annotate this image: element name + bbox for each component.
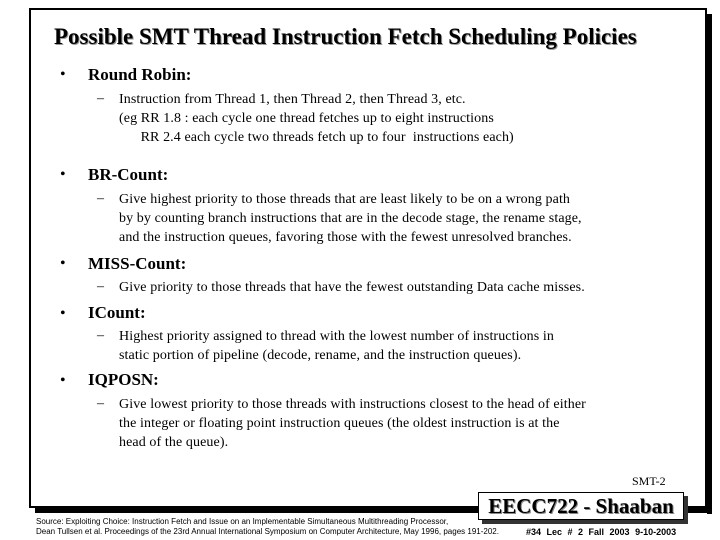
dash-icon: –	[97, 279, 104, 294]
frame-shadow-right	[707, 14, 712, 514]
slide-id: SMT-2	[632, 474, 666, 488]
dash-icon: –	[97, 191, 104, 206]
section-heading-round-robin: Round Robin:	[88, 65, 192, 84]
bullet-icon: •	[60, 372, 66, 389]
section-heading-br-count: BR-Count:	[88, 165, 169, 184]
text-line: static portion of pipeline (decode, rename, and the instruction queues).	[119, 348, 522, 363]
text-line: the integer or floating point instruction queues (the oldest instruction is at the	[119, 416, 560, 431]
dash-icon: –	[97, 328, 104, 343]
bullet-icon: •	[60, 66, 66, 83]
bullet-icon: •	[60, 166, 66, 183]
bullet-icon: •	[60, 255, 66, 272]
section-text-iqposn	[119, 395, 586, 452]
source-line: Source: Exploiting Choice: Instruction Fetch and Issue on an Implementable Simultaneous Multithreading Processor,	[36, 517, 449, 526]
section-text-icount	[119, 327, 554, 365]
section-heading-iqposn: IQPOSN:	[88, 370, 159, 389]
text-line: and the instruction queues, favoring those with the fewest unresolved branches.	[119, 230, 572, 245]
text-line: head of the queue).	[119, 435, 229, 450]
text-line: Give lowest priority to those threads with instructions closest to the head of either	[119, 397, 586, 412]
source-citation	[36, 517, 499, 537]
section-heading-miss-count: MISS-Count:	[88, 254, 187, 273]
dash-icon: –	[97, 91, 104, 106]
section-text-round-robin	[119, 90, 514, 147]
section-text-miss-count	[119, 278, 585, 297]
source-line: Dean Tullsen et al. Proceedings of the 23rd Annual International Symposium on Computer Architecture, May 1996, pages 191-202.	[36, 527, 499, 536]
dash-icon: –	[97, 396, 104, 411]
lecture-footer: #34 Lec # 2 Fall 2003 9-10-2003	[526, 527, 677, 537]
slide-title: Possible SMT Thread Instruction Fetch Scheduling Policies	[54, 24, 637, 49]
text-line: Give priority to those threads that have the fewest outstanding Data cache misses.	[119, 280, 585, 295]
text-line: Give highest priority to those threads that are least likely to be on a wrong path	[119, 192, 571, 207]
bullet-icon: •	[60, 305, 66, 322]
text-line: by by counting branch instructions that are in the decode stage, the rename stage,	[119, 211, 582, 226]
course-brand-box: EECC722 - Shaaban	[478, 492, 684, 520]
section-text-br-count	[119, 190, 582, 247]
text-line: Instruction from Thread 1, then Thread 2, then Thread 3, etc.	[119, 92, 466, 107]
text-line: Highest priority assigned to thread with the lowest number of instructions in	[119, 329, 555, 344]
text-line: (eg RR 1.8 : each cycle one thread fetches up to eight instructions	[119, 111, 494, 126]
text-line: RR 2.4 each cycle two threads fetch up to four instructions each)	[119, 130, 514, 145]
section-heading-icount: ICount:	[88, 303, 146, 322]
